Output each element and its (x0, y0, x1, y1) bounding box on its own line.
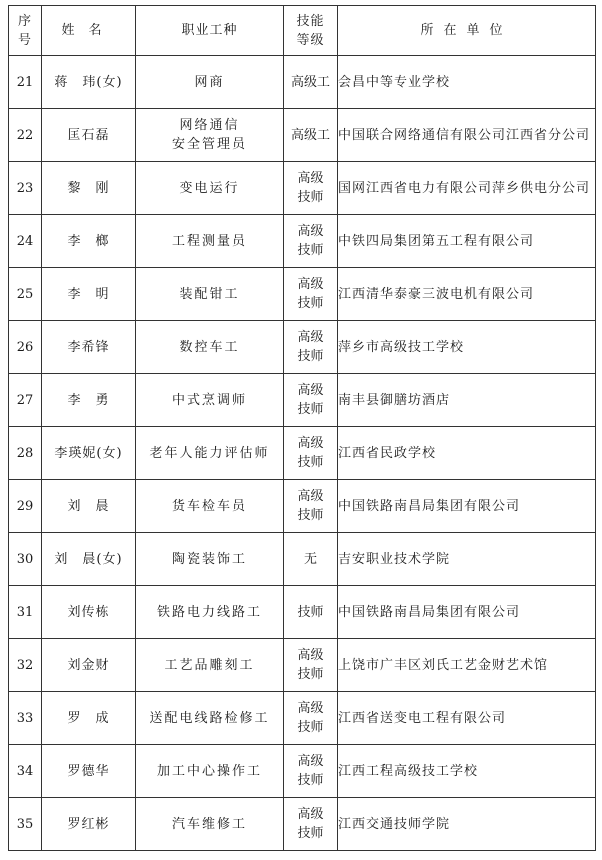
table-row (9, 586, 596, 639)
cell-no: 27 (9, 374, 42, 427)
header-level: 技能 等级 (284, 6, 338, 56)
cell-unit: 中铁四局集团第五工程有限公司 (338, 215, 596, 268)
cell-job: 工程测量员 (136, 215, 284, 268)
cell-name: 李瑛妮(女) (42, 427, 136, 480)
cell-no: 30 (9, 533, 42, 586)
cell-level: 高级 技师 (284, 321, 338, 374)
cell-name: 李 明 (42, 268, 136, 321)
cell-name: 刘传栋 (42, 586, 136, 639)
table-row (9, 692, 596, 745)
cell-name: 李 勇 (42, 374, 136, 427)
cell-job: 老年人能力评估师 (136, 427, 284, 480)
cell-no: 26 (9, 321, 42, 374)
cell-no: 34 (9, 745, 42, 798)
cell-level: 高级工 (284, 56, 338, 109)
cell-job: 工艺品雕刻工 (136, 639, 284, 692)
cell-unit: 中国铁路南昌局集团有限公司 (338, 586, 596, 639)
cell-unit: 江西工程高级技工学校 (338, 745, 596, 798)
cell-level: 高级 技师 (284, 480, 338, 533)
cell-name: 刘金财 (42, 639, 136, 692)
table-row (9, 321, 596, 374)
header-job: 职业工种 (136, 6, 284, 56)
cell-name: 匡石磊 (42, 109, 136, 162)
cell-no: 25 (9, 268, 42, 321)
cell-level: 技师 (284, 586, 338, 639)
cell-name: 刘 晨 (42, 480, 136, 533)
cell-unit: 中国铁路南昌局集团有限公司 (338, 480, 596, 533)
cell-no: 21 (9, 56, 42, 109)
cell-job: 货车检车员 (136, 480, 284, 533)
cell-level: 高级 技师 (284, 745, 338, 798)
cell-job: 网商 (136, 56, 284, 109)
cell-level: 高级 技师 (284, 692, 338, 745)
cell-job: 网络通信 安全管理员 (136, 109, 284, 162)
cell-job: 陶瓷装饰工 (136, 533, 284, 586)
cell-no: 33 (9, 692, 42, 745)
cell-unit: 江西清华泰豪三波电机有限公司 (338, 268, 596, 321)
table-row (9, 56, 596, 109)
cell-level: 高级 技师 (284, 798, 338, 851)
cell-no: 29 (9, 480, 42, 533)
cell-unit: 江西省送变电工程有限公司 (338, 692, 596, 745)
cell-unit: 上饶市广丰区刘氏工艺金财艺术馆 (338, 639, 596, 692)
cell-name: 罗 成 (42, 692, 136, 745)
table-row (9, 798, 596, 851)
cell-job: 汽车维修工 (136, 798, 284, 851)
cell-name: 蒋 玮(女) (42, 56, 136, 109)
cell-name: 黎 刚 (42, 162, 136, 215)
cell-level: 高级 技师 (284, 427, 338, 480)
cell-unit: 国网江西省电力有限公司萍乡供电分公司 (338, 162, 596, 215)
cell-level: 高级 技师 (284, 215, 338, 268)
cell-level: 高级工 (284, 109, 338, 162)
cell-no: 24 (9, 215, 42, 268)
cell-name: 罗德华 (42, 745, 136, 798)
table-row (9, 745, 596, 798)
cell-job: 中式烹调师 (136, 374, 284, 427)
cell-job: 铁路电力线路工 (136, 586, 284, 639)
cell-unit: 江西省民政学校 (338, 427, 596, 480)
cell-no: 31 (9, 586, 42, 639)
table-body (9, 56, 596, 851)
header-no: 序 号 (9, 6, 42, 56)
table-row (9, 533, 596, 586)
cell-no: 32 (9, 639, 42, 692)
cell-level: 无 (284, 533, 338, 586)
cell-job: 加工中心操作工 (136, 745, 284, 798)
cell-name: 罗红彬 (42, 798, 136, 851)
cell-no: 22 (9, 109, 42, 162)
table-row (9, 215, 596, 268)
cell-unit: 会昌中等专业学校 (338, 56, 596, 109)
cell-name: 李希锋 (42, 321, 136, 374)
cell-level: 高级 技师 (284, 639, 338, 692)
header-name: 姓名 (42, 6, 136, 56)
cell-name: 刘 晨(女) (42, 533, 136, 586)
cell-name: 李 榔 (42, 215, 136, 268)
cell-job: 变电运行 (136, 162, 284, 215)
table-row (9, 639, 596, 692)
table-row (9, 109, 596, 162)
cell-unit: 吉安职业技术学院 (338, 533, 596, 586)
cell-job: 装配钳工 (136, 268, 284, 321)
cell-level: 高级 技师 (284, 268, 338, 321)
cell-job: 送配电线路检修工 (136, 692, 284, 745)
cell-no: 35 (9, 798, 42, 851)
cell-unit: 江西交通技师学院 (338, 798, 596, 851)
table-row (9, 268, 596, 321)
table-row (9, 480, 596, 533)
header-row (9, 6, 596, 56)
cell-job: 数控车工 (136, 321, 284, 374)
table-row (9, 374, 596, 427)
cell-unit: 南丰县御膳坊酒店 (338, 374, 596, 427)
header-unit: 所在单位 (338, 6, 596, 56)
cell-no: 28 (9, 427, 42, 480)
cell-unit: 萍乡市高级技工学校 (338, 321, 596, 374)
cell-unit: 中国联合网络通信有限公司江西省分公司 (338, 109, 596, 162)
cell-no: 23 (9, 162, 42, 215)
cell-level: 高级 技师 (284, 162, 338, 215)
table-row (9, 162, 596, 215)
table-row (9, 427, 596, 480)
personnel-table (8, 5, 596, 851)
cell-level: 高级 技师 (284, 374, 338, 427)
